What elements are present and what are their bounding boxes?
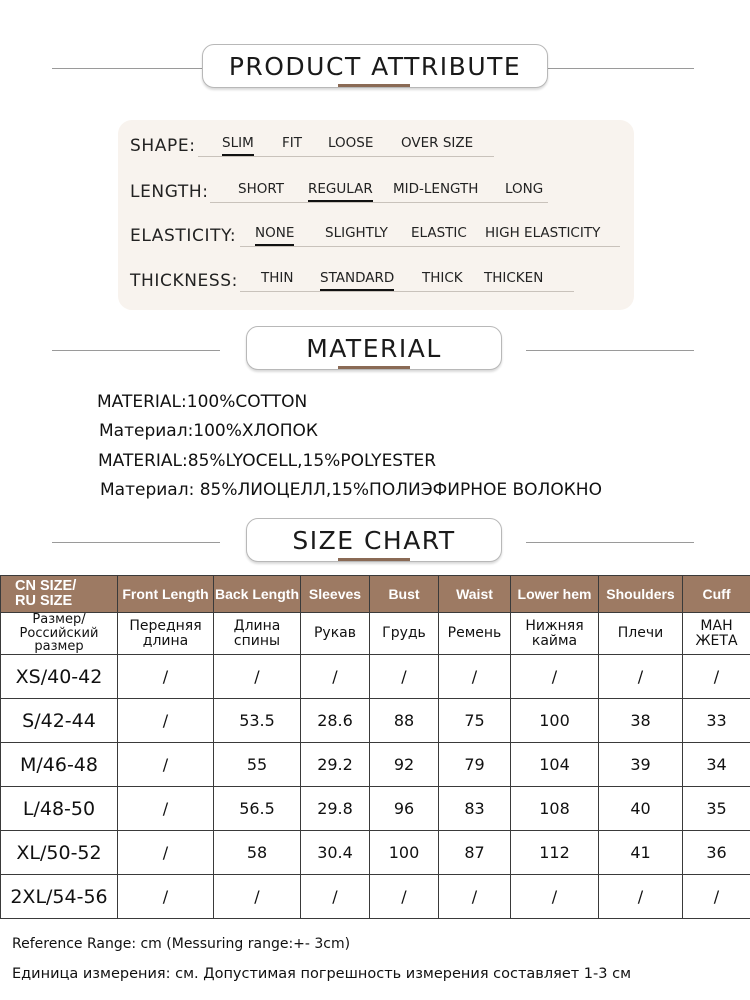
value-cell: / bbox=[301, 875, 370, 919]
value-cell: 75 bbox=[439, 699, 511, 743]
value-cell: 88 bbox=[370, 699, 439, 743]
attribute-panel bbox=[118, 120, 634, 310]
attr-option-none: NONE bbox=[255, 225, 295, 241]
value-cell: 38 bbox=[599, 699, 683, 743]
value-cell: 29.8 bbox=[301, 787, 370, 831]
value-cell: 41 bbox=[599, 831, 683, 875]
ru-header-waist: Ремень bbox=[439, 613, 511, 655]
attr-row-length bbox=[118, 178, 634, 218]
col-header-text: CN SIZE/ RU SIZE bbox=[15, 577, 77, 609]
product-attribute-title: PRODUCT ATTRIBUTE bbox=[202, 44, 548, 88]
attr-option-standard: STANDARD bbox=[320, 270, 395, 286]
value-cell: / bbox=[370, 655, 439, 699]
attr-option-loose: LOOSE bbox=[328, 135, 374, 151]
material-title: MATERIAL bbox=[246, 326, 502, 370]
attr-label-length: LENGTH: bbox=[130, 182, 209, 202]
col-header-lower-hem: Lower hem bbox=[511, 576, 599, 613]
size-chart-title: SIZE CHART bbox=[246, 518, 502, 562]
material-line-ru-1: Материал:100%ХЛОПОК bbox=[99, 421, 318, 441]
value-cell: / bbox=[511, 655, 599, 699]
value-cell: 55 bbox=[214, 743, 301, 787]
value-cell: / bbox=[370, 875, 439, 919]
header-right-rule bbox=[526, 350, 694, 351]
ru-header-back-length: Длина спины bbox=[214, 613, 301, 655]
value-cell: / bbox=[118, 831, 214, 875]
attr-rule bbox=[240, 291, 574, 292]
value-cell: 33 bbox=[683, 699, 750, 743]
size-cell: 2XL/54-56 bbox=[1, 875, 118, 919]
value-cell: 104 bbox=[511, 743, 599, 787]
value-cell: 53.5 bbox=[214, 699, 301, 743]
value-cell: / bbox=[118, 787, 214, 831]
value-cell: 79 bbox=[439, 743, 511, 787]
attr-option-regular: REGULAR bbox=[308, 181, 373, 197]
material-line-ru-2: Материал: 85%ЛИОЦЕЛЛ,15%ПОЛИЭФИРНОЕ ВОЛОКНО bbox=[100, 480, 602, 500]
attr-option-thin: THIN bbox=[261, 270, 294, 286]
table-row bbox=[1, 743, 750, 787]
value-cell: / bbox=[599, 655, 683, 699]
table-row bbox=[1, 699, 750, 743]
ru-header-shoulders: Плечи bbox=[599, 613, 683, 655]
header-left-rule bbox=[52, 68, 204, 69]
value-cell: 28.6 bbox=[301, 699, 370, 743]
header-left-rule bbox=[52, 542, 220, 543]
value-cell: 100 bbox=[511, 699, 599, 743]
value-cell: 40 bbox=[599, 787, 683, 831]
size-header-row-en bbox=[1, 576, 750, 613]
value-cell: 34 bbox=[683, 743, 750, 787]
value-cell: 39 bbox=[599, 743, 683, 787]
value-cell: 87 bbox=[439, 831, 511, 875]
product-attribute-header bbox=[0, 44, 750, 94]
value-cell: / bbox=[118, 875, 214, 919]
col-header-shoulders: Shoulders bbox=[599, 576, 683, 613]
value-cell: / bbox=[683, 655, 750, 699]
material-header bbox=[0, 326, 750, 376]
size-cell: XS/40-42 bbox=[1, 655, 118, 699]
value-cell: / bbox=[118, 655, 214, 699]
size-header-row-ru bbox=[1, 613, 750, 655]
attr-rule bbox=[198, 156, 494, 157]
material-line-en-2: MATERIAL:85%LYOCELL,15%POLYESTER bbox=[98, 451, 437, 471]
attr-option-high-elasticity: HIGH ELASTICITY bbox=[485, 225, 601, 241]
table-row bbox=[1, 831, 750, 875]
measurement-note-ru: Единица измерения: см. Допустимая погрешность измерения составляет 1-3 см bbox=[12, 966, 632, 982]
value-cell: 36 bbox=[683, 831, 750, 875]
attr-option-fit: FIT bbox=[282, 135, 302, 151]
attr-option-mid-length: MID-LENGTH bbox=[393, 181, 479, 197]
ru-header-lower-hem: Нижняя кайма bbox=[511, 613, 599, 655]
attr-option-thicken: THICKEN bbox=[484, 270, 544, 286]
value-cell: 83 bbox=[439, 787, 511, 831]
size-cell: M/46-48 bbox=[1, 743, 118, 787]
reference-range-note: Reference Range: cm (Messuring range:+- 3cm) bbox=[12, 936, 351, 952]
attr-option-short: SHORT bbox=[238, 181, 284, 197]
value-cell: 96 bbox=[370, 787, 439, 831]
value-cell: / bbox=[439, 655, 511, 699]
ru-header-cuff: МАН ЖЕТА bbox=[683, 613, 750, 655]
attr-row-thickness bbox=[118, 267, 634, 307]
value-cell: 30.4 bbox=[301, 831, 370, 875]
attr-option-slightly: SLIGHTLY bbox=[325, 225, 388, 241]
size-cell: L/48-50 bbox=[1, 787, 118, 831]
value-cell: 112 bbox=[511, 831, 599, 875]
value-cell: / bbox=[683, 875, 750, 919]
attr-rule bbox=[210, 202, 548, 203]
attr-label-thickness: THICKNESS: bbox=[130, 271, 238, 291]
value-cell: / bbox=[599, 875, 683, 919]
attr-row-elasticity bbox=[118, 222, 634, 262]
header-accent-bar bbox=[338, 366, 410, 369]
col-header-sleeves: Sleeves bbox=[301, 576, 370, 613]
col-header-size bbox=[1, 576, 118, 613]
size-chart-table bbox=[0, 575, 750, 919]
value-cell: 56.5 bbox=[214, 787, 301, 831]
value-cell: 100 bbox=[370, 831, 439, 875]
col-header-front-length: Front Length bbox=[118, 576, 214, 613]
attr-rule bbox=[240, 246, 620, 247]
attr-label-shape: SHAPE: bbox=[130, 136, 196, 156]
table-row bbox=[1, 787, 750, 831]
size-cell: S/42-44 bbox=[1, 699, 118, 743]
value-cell: / bbox=[214, 875, 301, 919]
header-left-rule bbox=[52, 350, 220, 351]
value-cell: / bbox=[511, 875, 599, 919]
attr-option-long: LONG bbox=[505, 181, 544, 197]
col-header-waist: Waist bbox=[439, 576, 511, 613]
col-header-cuff: Cuff bbox=[683, 576, 750, 613]
material-line-en-1: MATERIAL:100%COTTON bbox=[97, 392, 308, 412]
header-right-rule bbox=[526, 542, 694, 543]
header-right-rule bbox=[548, 68, 694, 69]
size-cell: XL/50-52 bbox=[1, 831, 118, 875]
value-cell: / bbox=[118, 699, 214, 743]
attr-label-elasticity: ELASTICITY: bbox=[130, 226, 237, 246]
ru-header-size: Размер/ Российский размер bbox=[1, 613, 118, 655]
value-cell: 58 bbox=[214, 831, 301, 875]
ru-header-bust: Грудь bbox=[370, 613, 439, 655]
value-cell: / bbox=[439, 875, 511, 919]
value-cell: 92 bbox=[370, 743, 439, 787]
attr-option-oversize: OVER SIZE bbox=[401, 135, 474, 151]
header-accent-bar bbox=[338, 558, 410, 561]
col-header-bust: Bust bbox=[370, 576, 439, 613]
header-accent-bar bbox=[338, 84, 410, 87]
col-header-back-length: Back Length bbox=[214, 576, 301, 613]
table-row bbox=[1, 875, 750, 919]
value-cell: / bbox=[214, 655, 301, 699]
ru-header-front-length: Передняя длина bbox=[118, 613, 214, 655]
attr-option-slim: SLIM bbox=[222, 135, 254, 151]
table-row bbox=[1, 655, 750, 699]
size-chart-header bbox=[0, 518, 750, 568]
value-cell: 35 bbox=[683, 787, 750, 831]
ru-header-sleeves: Рукав bbox=[301, 613, 370, 655]
value-cell: 29.2 bbox=[301, 743, 370, 787]
attr-row-shape bbox=[118, 132, 634, 172]
value-cell: / bbox=[118, 743, 214, 787]
attr-option-thick: THICK bbox=[422, 270, 463, 286]
attr-option-elastic: ELASTIC bbox=[411, 225, 467, 241]
value-cell: 108 bbox=[511, 787, 599, 831]
value-cell: / bbox=[301, 655, 370, 699]
